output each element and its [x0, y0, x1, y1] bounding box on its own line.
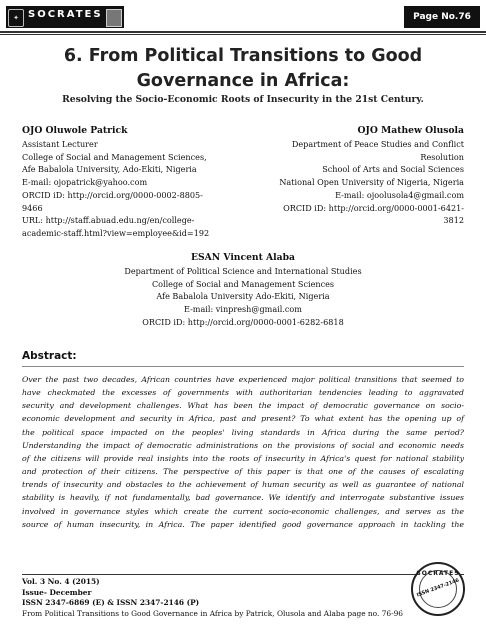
abstract-line: trends of insecurity and obstacles to the achievement of human security as well as guarantee of national: [22, 480, 464, 490]
abstract-line: Understanding the impact of democratic administrations on the provisions of social and economic needs: [22, 440, 464, 450]
author-line: 9466: [22, 202, 43, 213]
footer-issue: Issue- December: [22, 587, 92, 597]
journal-logo: [6, 6, 124, 28]
author-block-2: [254, 124, 464, 227]
author-orcid[interactable]: ORCID iD: http://orcid.org/0000-0002-8805-: [22, 189, 203, 200]
author-name: OJO Oluwole Patrick: [22, 125, 128, 136]
abstract-line: economic development and security in Africa, past and present? To what extent has the opening up of: [22, 414, 464, 424]
footer-rule: [22, 574, 464, 575]
journal-name: SOCRATES: [28, 9, 103, 20]
page-footer: [22, 577, 403, 619]
author-orcid[interactable]: ORCID iD: http://orcid.org/0000-0001-6421-: [283, 202, 464, 213]
page-number: Page No.76: [404, 6, 480, 28]
author-line: Department of Political Science and International Studies: [124, 266, 362, 276]
abstract-rule: [22, 366, 464, 367]
portrait-logo-icon: [106, 9, 122, 27]
journal-header: [0, 6, 486, 28]
abstract-line: involved in governance styles which create the current socio-economic challenges, and serves as the: [22, 506, 464, 516]
header-rule: [0, 31, 486, 33]
author-name: OJO Mathew Olusola: [357, 125, 464, 136]
author-line: School of Arts and Social Sciences: [322, 164, 464, 175]
paper-subtitle: Resolving the Socio-Economic Roots of Insecurity in the 21st Century.: [62, 94, 424, 105]
author-line: College of Social and Management Sciences: [151, 278, 335, 289]
author-line: Assistant Lecturer: [22, 139, 98, 149]
author-line: 3812: [443, 215, 464, 226]
author-line: Afe Babalola University Ado-Ekiti, Nigeria: [156, 291, 330, 302]
footer-citation: From Political Transitions to Good Governance in Africa by Patrick, Olusola and Alaba page no. 76-96: [22, 608, 404, 618]
author-line: College of Social and Management Sciences,: [22, 151, 207, 162]
footer-volume: Vol. 3 No. 4 (2015): [22, 577, 100, 586]
seal-text-top: SOCRATES: [416, 570, 460, 577]
journal-seal-icon: [411, 562, 465, 616]
author-block-3: [60, 251, 426, 329]
abstract-body: [22, 373, 464, 531]
paper-title: [20, 44, 466, 94]
author-line: academic-staff.html?view=employee&id=192: [22, 227, 210, 238]
abstract-line: have checkmated the excesses of governments with authoritarian tendencies leading to aggravated: [22, 388, 464, 398]
author-line: Department of Peace Studies and Conflict: [291, 139, 464, 149]
header-rule-thin: [0, 34, 486, 35]
abstract-line: Over the past two decades, African countries have experienced major political transitions that seemed to: [22, 375, 464, 384]
author-name: ESAN Vincent Alaba: [190, 252, 295, 263]
author-line: Afe Babalola University, Ado-Ekiti, Nigeria: [22, 164, 197, 175]
author-line: National Open University of Nigeria, Nigeria: [279, 177, 464, 188]
author-email[interactable]: E-mail: ojopatrick@yahoo.com: [22, 177, 148, 188]
abstract-line: stability is heavily, if not fundamentally, bad governance. We identify and interrogate substantive issues: [22, 493, 464, 503]
author-url[interactable]: URL: http://staff.abuad.edu.ng/en/college-: [22, 215, 195, 226]
footer-issn: ISSN 2347-6869 (E) & ISSN 2347-2146 (P): [22, 598, 200, 607]
author-email[interactable]: E-mail: ojoolusola4@gmail.com: [335, 189, 464, 200]
seal-text-mid: ISSN 2347-2146: [415, 577, 461, 599]
abstract-line: and protection of their citizens. The perspective of this paper is that one of the causes of escalating: [22, 467, 464, 477]
owl-logo-icon: ✦: [8, 9, 24, 27]
abstract-heading: Abstract:: [22, 350, 77, 362]
author-block-1: [22, 124, 262, 240]
title-line-1: 6. From Political Transitions to Good: [63, 46, 423, 66]
title-line-2: Governance in Africa:: [136, 71, 350, 91]
abstract-line: source of human insecurity, in Africa. The paper identified good governance approach in tackling the: [22, 519, 464, 529]
author-line: Resolution: [420, 151, 464, 162]
abstract-line: security and development challenges. What has been the impact of democratic governance on socio-: [22, 401, 464, 411]
author-email[interactable]: E-mail: vinpresh@gmail.com: [184, 304, 302, 315]
abstract-line: the political space impacted on the peoples' living standards in Africa during the same period?: [22, 427, 464, 437]
abstract-line: of the citizens will provide real insights into the roots of insecurity in Africa's quest for national stability: [22, 453, 464, 463]
author-orcid[interactable]: ORCID iD: http://orcid.org/0000-0001-6282-6818: [142, 316, 344, 327]
